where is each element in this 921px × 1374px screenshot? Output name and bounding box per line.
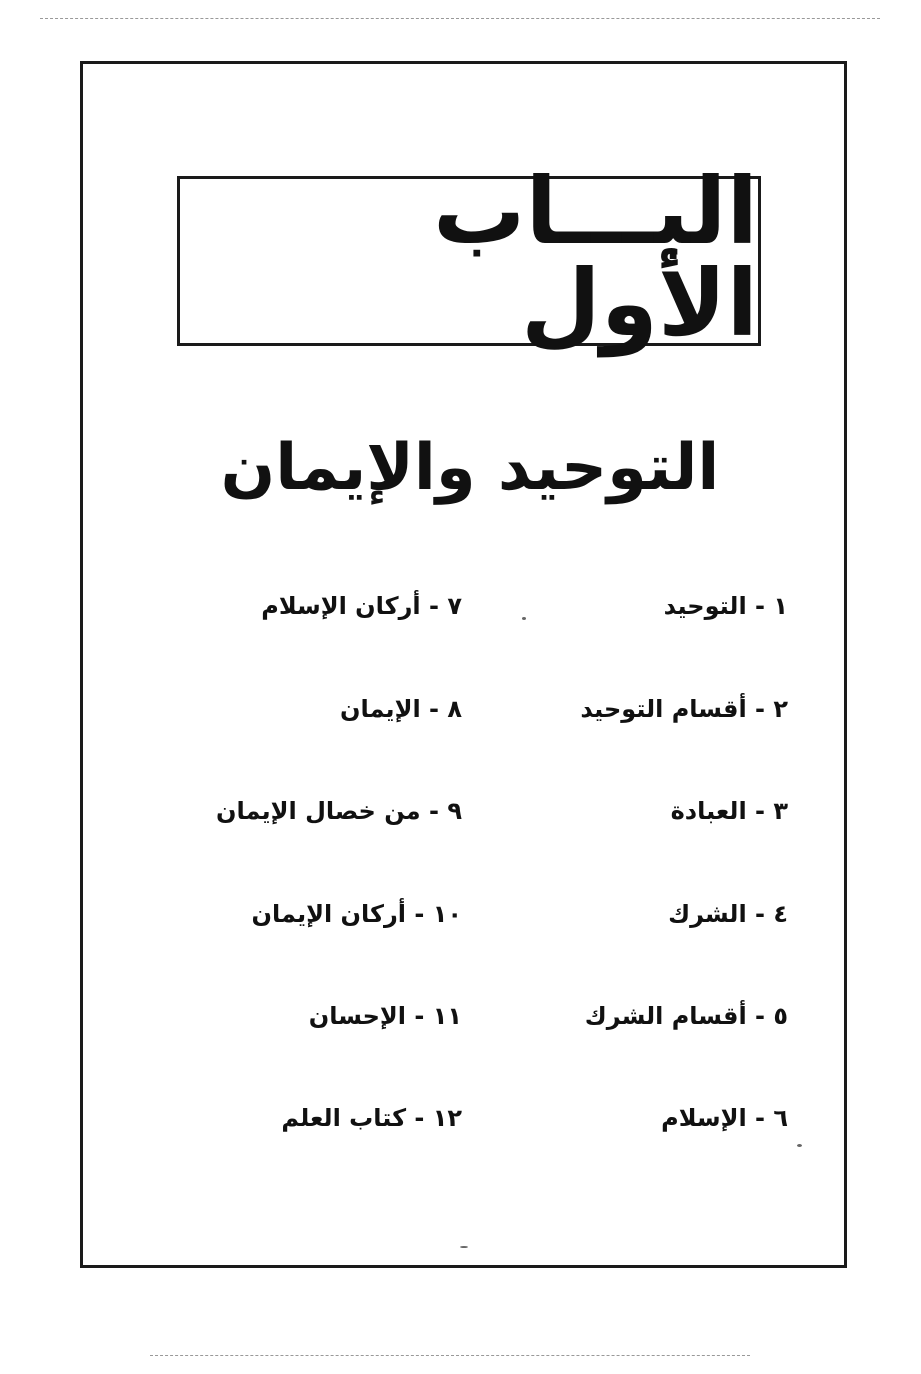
- topic-item: ٧ - أركان الإسلام: [261, 592, 462, 620]
- topic-item: ٥ - أقسام الشرك: [584, 1002, 788, 1030]
- topic-item: ٤ - الشرك: [668, 900, 788, 928]
- topic-item: ٨ - الإيمان: [339, 695, 462, 723]
- topic-item: ٣ - العبادة: [670, 797, 788, 825]
- section-title: التوحيد والإيمان: [220, 431, 720, 505]
- topic-item: ٩ - من خصال الإيمان: [216, 797, 462, 825]
- topic-item: ١٠ - أركان الإيمان: [251, 900, 462, 928]
- topic-item: ١٢ - كتاب العلم: [281, 1104, 462, 1132]
- topic-item: ٦ - الإسلام: [661, 1104, 788, 1132]
- topic-item: ١١ - الإحسان: [308, 1002, 462, 1030]
- topic-item: ٢ - أقسام التوحيد: [580, 695, 788, 723]
- chapter-title: البـــاب الأول: [433, 158, 758, 357]
- topic-item: ١ - التوحيد: [663, 592, 788, 620]
